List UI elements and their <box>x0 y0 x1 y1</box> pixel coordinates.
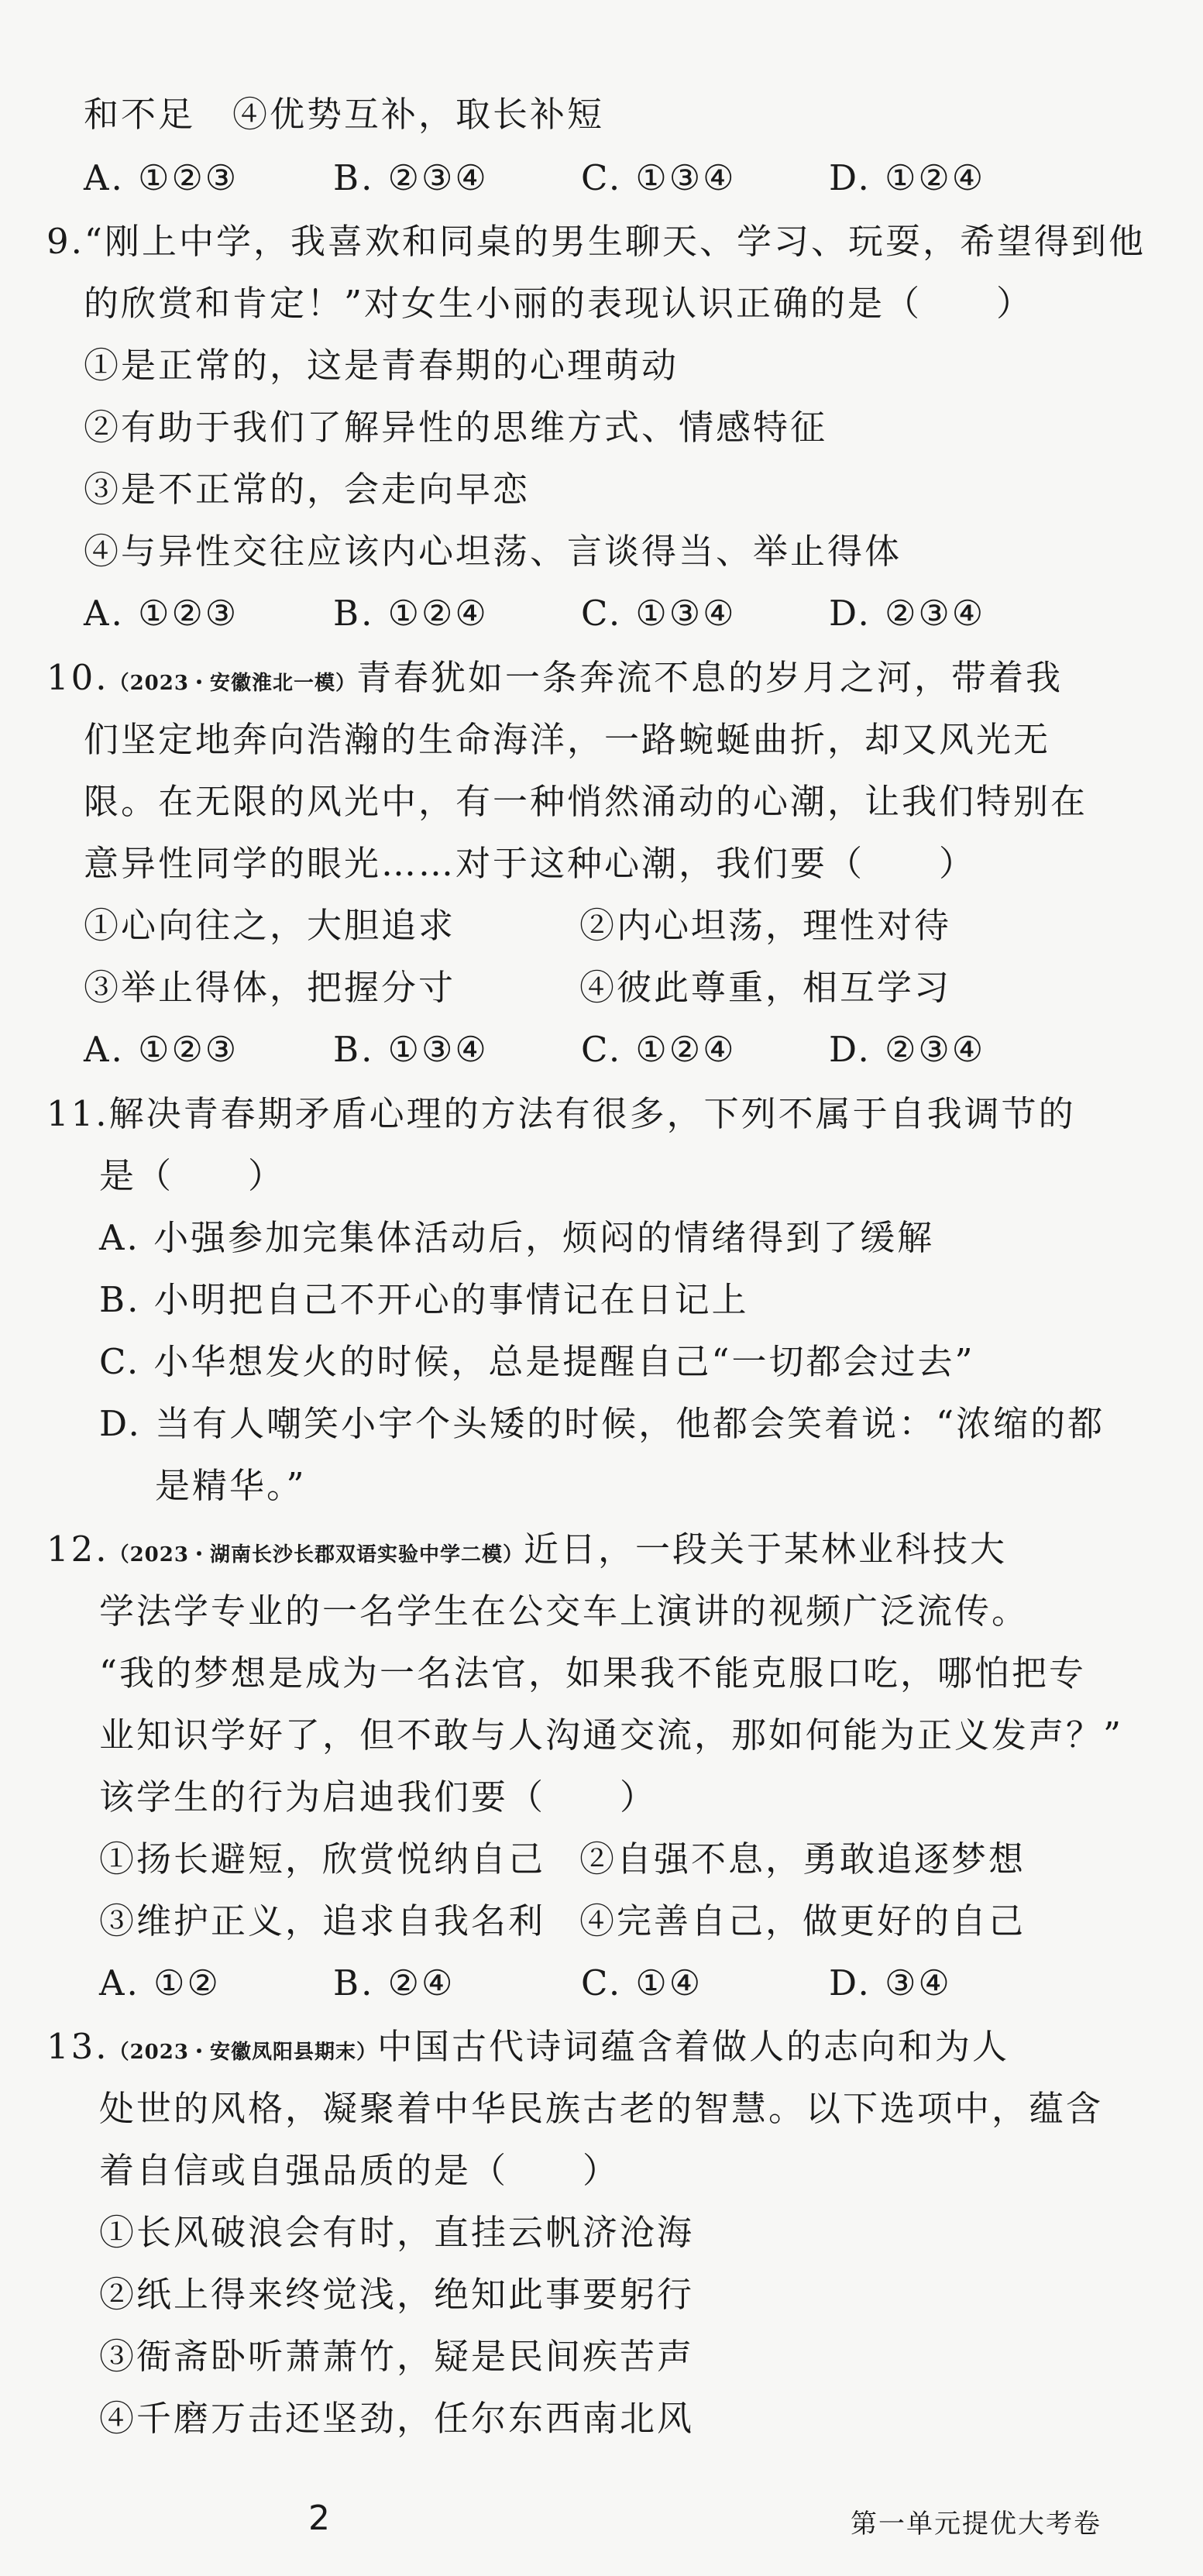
q10-source: （2023・安徽淮北一模） <box>108 672 356 695</box>
q13-stem-line3: 着自信或自强品质的是（ ） <box>99 2150 620 2191</box>
q10-stem-line1 <box>46 655 1063 707</box>
q10-stem-line4: 意异性同学的眼光……对于这种心潮，我们要（ ） <box>84 843 977 884</box>
q12-item-3: ③维护正义，追求自我名利 <box>99 1900 546 1941</box>
q11-option-b: B. 小明把自己不开心的事情记在日记上 <box>99 1279 749 1320</box>
q9-item-3: ③是不正常的，会走向早恋 <box>84 469 531 510</box>
q13-source: （2023・安徽凤阳县期末） <box>108 2041 377 2064</box>
q9-option-b: B. ①②④ <box>333 593 489 634</box>
q11-stem-line1: 11.解决青春期矛盾心理的方法有很多，下列不属于自我调节的 <box>46 1093 1076 1134</box>
q8-option-b: B. ②③④ <box>333 157 489 198</box>
q13-stem-line2: 处世的风格，凝聚着中华民族古老的智慧。以下选项中，蕴含 <box>99 2088 1104 2129</box>
q12-option-c: C. ①④ <box>581 1962 703 2003</box>
q13-stem-text1: 中国古代诗词蕴含着做人的志向和为人 <box>376 2026 1009 2067</box>
q10-option-d: D. ②③④ <box>829 1029 986 1070</box>
q8-option-a: A. ①②③ <box>84 157 239 198</box>
q10-stem-text1: 青春犹如一条奔流不息的岁月之河，带着我 <box>356 657 1063 698</box>
q10-option-c: C. ①②④ <box>581 1029 737 1070</box>
q13-item-2: ②纸上得来终觉浅，绝知此事要躬行 <box>99 2274 695 2315</box>
q12-item-2: ②自强不息，勇敢追逐梦想 <box>579 1838 1026 1880</box>
q9-item-1: ①是正常的，这是青春期的心理萌动 <box>84 345 679 386</box>
q9-option-a: A. ①②③ <box>84 593 239 634</box>
q13-item-1: ①长风破浪会有时，直挂云帆济沧海 <box>99 2212 695 2253</box>
q9-item-4: ④与异性交往应该内心坦荡、言谈得当、举止得体 <box>84 531 902 572</box>
q10-number: 10. <box>46 657 109 698</box>
q13-number: 13. <box>46 2026 109 2067</box>
q10-stem-line2: 们坚定地奔向浩瀚的生命海洋，一路蜿蜒曲折，却又风光无 <box>84 719 1051 760</box>
q9-stem-line1: 9.“刚上中学，我喜欢和同桌的男生聊天、学习、玩耍，希望得到他 <box>46 221 1146 262</box>
q12-stem-line5: 该学生的行为启迪我们要（ ） <box>99 1776 658 1818</box>
q11-option-c: C. 小华想发火的时候，总是提醒自己“一切都会过去” <box>99 1341 975 1382</box>
q9-option-c: C. ①③④ <box>581 593 737 634</box>
q8-option-c: C. ①③④ <box>581 157 737 198</box>
q11-option-d: D. 当有人嘲笑小宇个头矮的时候，他都会笑着说：“浓缩的都 <box>99 1403 1105 1444</box>
q10-item-2: ②内心坦荡，理性对待 <box>579 905 952 946</box>
footer-title: 第一单元提优大考卷 <box>851 2509 1102 2540</box>
q8-continuation: 和不足 ④优势互补，取长补短 <box>84 94 605 135</box>
q12-item-4: ④完善自己，做更好的自己 <box>579 1900 1026 1941</box>
q9-item-2: ②有助于我们了解异性的思维方式、情感特征 <box>84 407 828 448</box>
q11-option-a: A. 小强参加完集体活动后，烦闷的情绪得到了缓解 <box>99 1217 935 1258</box>
q9-option-d: D. ②③④ <box>829 593 986 634</box>
q13-item-3: ③衙斋卧听萧萧竹，疑是民间疾苦声 <box>99 2336 695 2377</box>
q12-stem-line1 <box>46 1526 1007 1578</box>
q12-source: （2023・湖南长沙长郡双语实验中学二模） <box>108 1543 524 1567</box>
q11-option-d-continuation: 是精华。” <box>155 1465 307 1506</box>
q11-stem-line2: 是（ ） <box>99 1155 286 1196</box>
q12-stem-text1: 近日，一段关于某林业科技大 <box>523 1529 1007 1570</box>
q12-number: 12. <box>46 1529 109 1570</box>
q10-item-3: ③举止得体，把握分寸 <box>84 967 456 1008</box>
q9-stem-line2: 的欣赏和肯定！”对女生小丽的表现认识正确的是（ ） <box>84 283 1034 324</box>
q10-item-4: ④彼此尊重，相互学习 <box>579 967 952 1008</box>
q8-option-d: D. ①②④ <box>829 157 986 198</box>
q12-stem-line3: “我的梦想是成为一名法官，如果我不能克服口吃，哪怕把专 <box>99 1653 1087 1694</box>
q13-item-4: ④千磨万击还坚劲，任尔东西南北风 <box>99 2398 695 2439</box>
q12-item-1: ①扬长避短，欣赏悦纳自己 <box>99 1838 546 1880</box>
q10-item-1: ①心向往之，大胆追求 <box>84 905 456 946</box>
q10-stem-line3: 限。在无限的风光中，有一种悄然涌动的心潮，让我们特别在 <box>84 781 1088 822</box>
q12-stem-line4: 业知识学好了，但不敢与人沟通交流，那如何能为正义发声？” <box>99 1714 1124 1756</box>
q12-stem-line2: 学法学专业的一名学生在公交车上演讲的视频广泛流传。 <box>99 1591 1029 1632</box>
q12-option-d: D. ③④ <box>829 1962 952 2003</box>
q10-option-b: B. ①③④ <box>333 1029 489 1070</box>
page-number: 2 <box>308 2499 330 2538</box>
q12-option-a: A. ①② <box>99 1962 221 2003</box>
q10-option-a: A. ①②③ <box>84 1029 239 1070</box>
q13-stem-line1 <box>46 2024 1009 2076</box>
q12-option-b: B. ②④ <box>333 1962 455 2003</box>
